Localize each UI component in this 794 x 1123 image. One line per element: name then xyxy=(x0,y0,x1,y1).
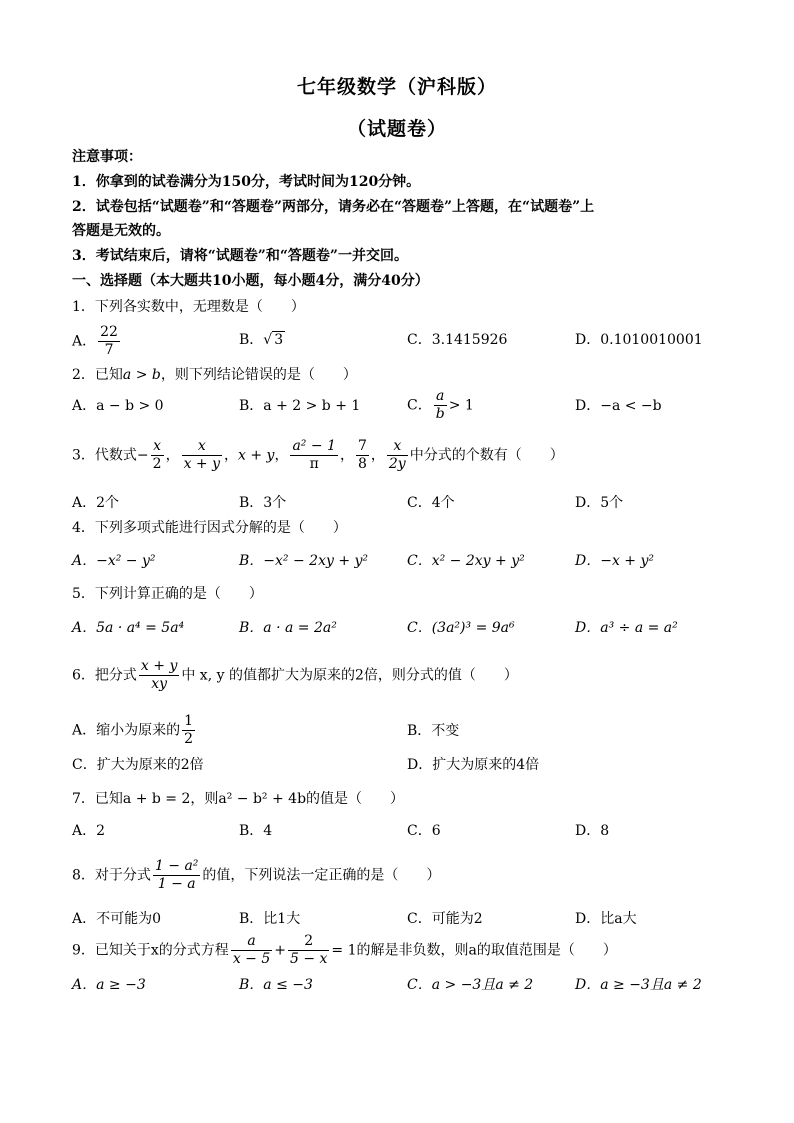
exam-title: 七年级数学（沪科版） xyxy=(296,76,497,98)
q5-option-b: B．a · a = 2a² xyxy=(239,620,337,636)
q8-option-b: B．比1大 xyxy=(239,911,301,927)
q6-option-d: D．扩大为原来的4倍 xyxy=(407,757,540,773)
notice-item-2-cont: 答题是无效的。 xyxy=(72,223,170,239)
notice-item-2: 2．试卷包括“试题卷”和“答题卷”两部分，请务必在“答题卷”上答题，在“试题卷”上 xyxy=(72,199,595,215)
q3-option-d: D．5个 xyxy=(575,495,624,511)
q7-option-c: C．6 xyxy=(407,823,441,839)
q2-option-c: C． $\frac{a}{b}$ > 1 xyxy=(407,388,474,422)
question-2-stem: 2．已知a > b，则下列结论错误的是（ ） xyxy=(72,367,357,383)
q7-option-d: D．8 xyxy=(575,823,610,839)
q7-option-a: A．2 xyxy=(72,823,106,839)
question-4-stem: 4．下列多项式能进行因式分解的是（ ） xyxy=(72,520,347,536)
q9-option-b: B．a ≤ −3 xyxy=(239,977,313,993)
q5-option-c: C．(3a²)³ = 9a⁶ xyxy=(407,620,515,636)
q9-option-d: D．a ≥ −3且a ≠ 2 xyxy=(575,977,702,993)
q6-option-b: B．不变 xyxy=(407,723,460,739)
q6-option-c: C．扩大为原来的2倍 xyxy=(72,757,204,773)
question-6-stem: 6．把分式 $\frac{x + y}{xy}$ 中 x, y 的值都扩大为原来的2倍，则分式的值（ ） xyxy=(72,658,518,692)
question-8-stem: 8．对于分式 $\frac{\text{1 − a²}}{1 - a}$ 的值，下列说法一定正确的是（ ） xyxy=(72,858,441,892)
q8-option-c: C．可能为2 xyxy=(407,911,483,927)
notice-item-3: 3．考试结束后，请将“试题卷”和“答题卷”一并交回。 xyxy=(72,248,408,264)
q3-option-a: A．2个 xyxy=(72,495,120,511)
notice-item-1: 1．你拿到的试卷满分为150分，考试时间为120分钟。 xyxy=(72,174,421,190)
section-1-heading: 一、选择题（本大题共10小题，每小题4分，满分40分） xyxy=(72,273,429,289)
question-3-stem: 3．代数式− $\frac{x}{2}$ ， $\frac{x}{x + y}$ ，x + y， $\frac{\text{a² − 1}}{\pi}$ ， $\frac{7}{8}$ ， $\frac{x}{2y}$ 中分式的个数有（ ） xyxy=(72,438,564,472)
question-1-stem: 1．下列各实数中，无理数是（ ） xyxy=(72,299,305,315)
q1-option-b: B．√ 3 xyxy=(239,332,284,348)
q2-option-d: D．−a < −b xyxy=(575,398,662,414)
question-9-stem: 9．已知关于x的分式方程 $\frac{a}{x - 5}$ + $\frac{2}{5 - x}$ = 1的解是非负数，则a的取值范围是（ ） xyxy=(72,933,617,967)
question-5-stem: 5．下列计算正确的是（ ） xyxy=(72,586,263,602)
q1-option-a: A． $\frac{22}{7}$ xyxy=(72,324,118,358)
q7-option-b: B．4 xyxy=(239,823,273,839)
q1-option-c: C．3.1415926 xyxy=(407,332,508,348)
q9-option-a: A．a ≥ −3 xyxy=(72,977,146,993)
q4-option-c: C．x² − 2xy + y² xyxy=(407,553,525,569)
q8-option-a: A．不可能为0 xyxy=(72,911,162,927)
q4-option-d: D．−x + y² xyxy=(575,553,655,569)
q9-option-c: C．a > −3且a ≠ 2 xyxy=(407,977,534,993)
q3-option-c: C．4个 xyxy=(407,495,455,511)
q1-option-d: D．0.1010010001 xyxy=(575,332,703,348)
q5-option-d: D．a³ ÷ a = a² xyxy=(575,620,678,636)
q4-option-a: A．−x² − y² xyxy=(72,553,156,569)
q2-option-b: B．a + 2 > b + 1 xyxy=(239,398,361,414)
q2-option-a: A．a − b > 0 xyxy=(72,398,164,414)
q6-option-a: A．缩小为原来的 $\frac{1}{2}$ xyxy=(72,713,194,747)
question-7-stem: 7．已知a + b = 2，则a² − b² + 4b的值是（ ） xyxy=(72,791,405,807)
exam-subtitle: （试题卷） xyxy=(346,118,447,140)
q3-option-b: B．3个 xyxy=(239,495,287,511)
notice-heading: 注意事项： xyxy=(72,149,142,165)
q4-option-b: B．−x² − 2xy + y² xyxy=(239,553,369,569)
q8-option-d: D．比a大 xyxy=(575,911,637,927)
q5-option-a: A．5a · a⁴ = 5a⁴ xyxy=(72,620,185,636)
